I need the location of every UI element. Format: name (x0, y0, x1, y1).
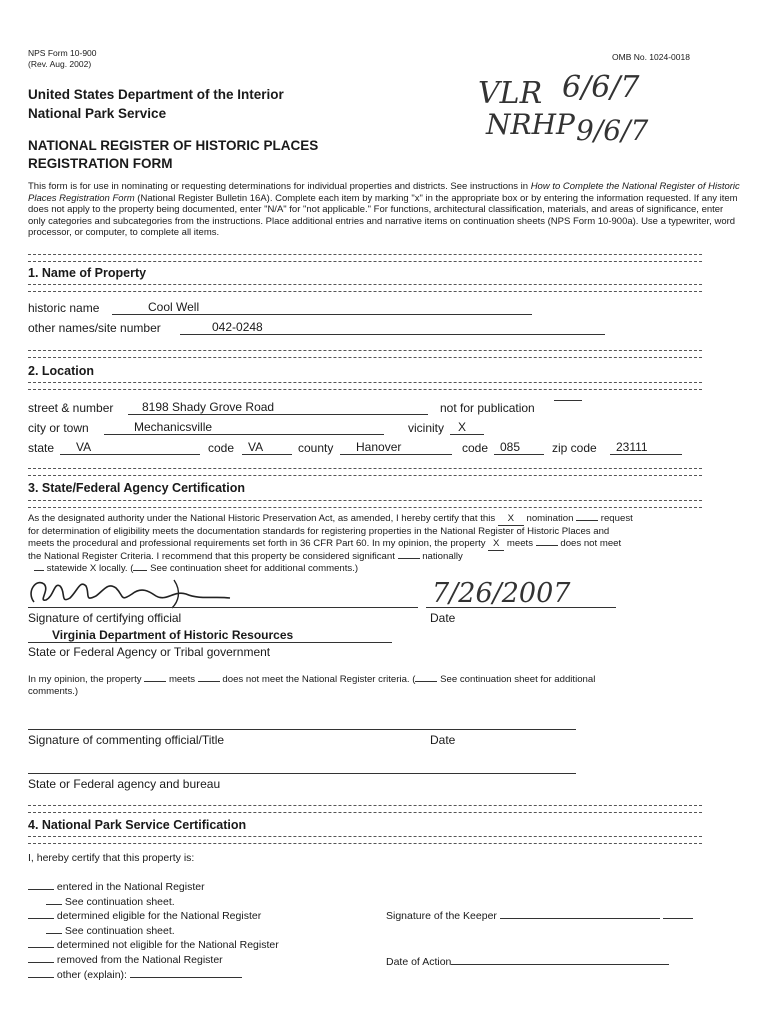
section-2-heading: 2. Location (28, 364, 94, 378)
statewide-mark[interactable] (34, 570, 44, 571)
state-label: state (28, 441, 55, 455)
section-divider (28, 468, 702, 476)
form-number: NPS Form 10-900 (28, 48, 97, 58)
section-divider (28, 836, 702, 844)
section-divider (28, 350, 702, 358)
vicinity-label: vicinity (408, 421, 445, 435)
signature-label: Signature of certifying official (28, 611, 182, 625)
request-mark[interactable] (576, 520, 598, 521)
vicinity-field[interactable]: X (450, 420, 484, 435)
section-divider (28, 382, 702, 390)
commenting-signature-line[interactable] (28, 729, 576, 730)
section-1-heading: 1. Name of Property (28, 266, 147, 280)
opinion-paragraph: In my opinion, the property meets does not meet the National Register criteria. ( See continuation sheet for additional comments.) (28, 674, 596, 697)
keeper-signature[interactable]: Signature of the Keeper (386, 910, 693, 922)
meets-mark[interactable]: X (488, 538, 504, 551)
opinion-continuation-mark[interactable] (415, 681, 437, 682)
nps-cert-intro: I, hereby certify that this property is: (28, 852, 195, 864)
section-divider (28, 254, 702, 262)
agency-label: State or Federal Agency or Tribal government (28, 645, 271, 659)
service-name: National Park Service (28, 106, 167, 121)
form-revision: (Rev. Aug. 2002) (28, 59, 92, 69)
not-for-publication-label: not for publication (440, 401, 535, 415)
county-field[interactable]: Hanover (340, 440, 452, 455)
does-not-meet-mark[interactable] (536, 545, 558, 546)
state-code-field[interactable]: VA (242, 440, 292, 455)
county-label: county (298, 441, 334, 455)
opinion-meets-mark[interactable] (144, 681, 166, 682)
date-line[interactable] (426, 607, 616, 608)
city-label: city or town (28, 421, 89, 435)
date-of-action[interactable]: Date of Action (386, 956, 669, 968)
county-code-label: code (462, 441, 489, 455)
handwritten-nrhp-date: 9/6/7 (576, 114, 649, 147)
nomination-mark[interactable]: X (498, 513, 524, 526)
list-item[interactable]: See continuation sheet. (28, 895, 279, 910)
list-item[interactable]: removed from the National Register (28, 953, 279, 968)
state-code-label: code (208, 441, 235, 455)
form-title: NATIONAL REGISTER OF HISTORIC PLACES (28, 138, 319, 153)
omb-number: OMB No. 1024-0018 (612, 52, 690, 62)
state-field[interactable]: VA (60, 440, 200, 455)
section-3-heading: 3. State/Federal Agency Certification (28, 481, 245, 495)
section-4-heading: 4. National Park Service Certification (28, 818, 247, 832)
list-item[interactable]: determined eligible for the National Register (28, 909, 279, 924)
list-item[interactable]: entered in the National Register (28, 880, 279, 895)
certification-date-value: 7/26/2007 (432, 578, 571, 609)
instructions-paragraph: This form is for use in nominating or requesting determinations for individual properties and districts. See instructions in How to Complete the National Register of Historic Places Registration Form (National Register Bulletin 16A). Complete each item by marking "x" in the appropriate box or by entering the information requested. If any item does not apply to the property being documented, enter "N/A" for "not applicable." For functions, architectural classification, materials, and areas of significance, enter only categories and subcategories from the instructions. Place additional entries and narrative items on continuation sheets (NPS Form 10-900a). Use a typewriter, word processor, or computer, to complete all items. (28, 181, 740, 239)
zip-field[interactable]: 23111 (610, 440, 682, 455)
opinion-does-not-meet-mark[interactable] (198, 681, 220, 682)
historic-name-field[interactable]: Cool Well (112, 300, 532, 315)
historic-name-label: historic name (28, 301, 100, 315)
form-subtitle: REGISTRATION FORM (28, 156, 173, 171)
bureau-label: State or Federal agency and bureau (28, 777, 221, 791)
commenting-signature-label: Signature of commenting official/Title (28, 733, 225, 747)
department-name: United States Department of the Interior (28, 87, 284, 102)
handwritten-vlr-date: 6/6/7 (562, 70, 640, 105)
agency-line[interactable] (28, 642, 392, 643)
date-label: Date (430, 611, 456, 625)
section-divider (28, 284, 702, 292)
bureau-line[interactable] (28, 773, 576, 774)
continuation-mark[interactable] (133, 570, 147, 571)
nationally-mark[interactable] (398, 558, 420, 559)
county-code-field[interactable]: 085 (494, 440, 544, 455)
zip-label: zip code (552, 441, 597, 455)
other-names-label: other names/site number (28, 321, 161, 335)
commenting-date-label: Date (430, 733, 456, 747)
list-item[interactable]: other (explain): (28, 968, 279, 983)
section-divider (28, 805, 702, 813)
section-divider (28, 500, 702, 508)
certification-paragraph: As the designated authority under the National Historic Preservation Act, as amended, I hereby certify that this X nomination request for determination of eligibility meets the documentation standards for registering properties in the National Register of Historic Places and meets the procedural and professional requirements set forth in 36 CFR Part 60. In my opinion, the property X meets does not meet the National Register Criteria. I recommend that this property be considered significant nationally statewide X locally. ( See continuation sheet for additional comments.) (28, 513, 633, 574)
list-item[interactable]: determined not eligible for the National Register (28, 938, 279, 953)
list-item[interactable]: See continuation sheet. (28, 924, 279, 939)
certifying-signature-image (24, 572, 284, 612)
street-field[interactable]: 8198 Shady Grove Road (128, 400, 428, 415)
city-field[interactable]: Mechanicsville (104, 420, 384, 435)
handwritten-nrhp: NRHP (486, 108, 575, 141)
signature-line[interactable] (28, 607, 418, 608)
handwritten-vlr: VLR (478, 76, 543, 111)
nps-cert-list (28, 880, 279, 982)
street-label: street & number (28, 401, 114, 415)
not-for-publication-field[interactable] (554, 400, 582, 401)
agency-value: Virginia Department of Historic Resources (52, 628, 294, 642)
other-names-field[interactable]: 042-0248 (180, 320, 605, 335)
